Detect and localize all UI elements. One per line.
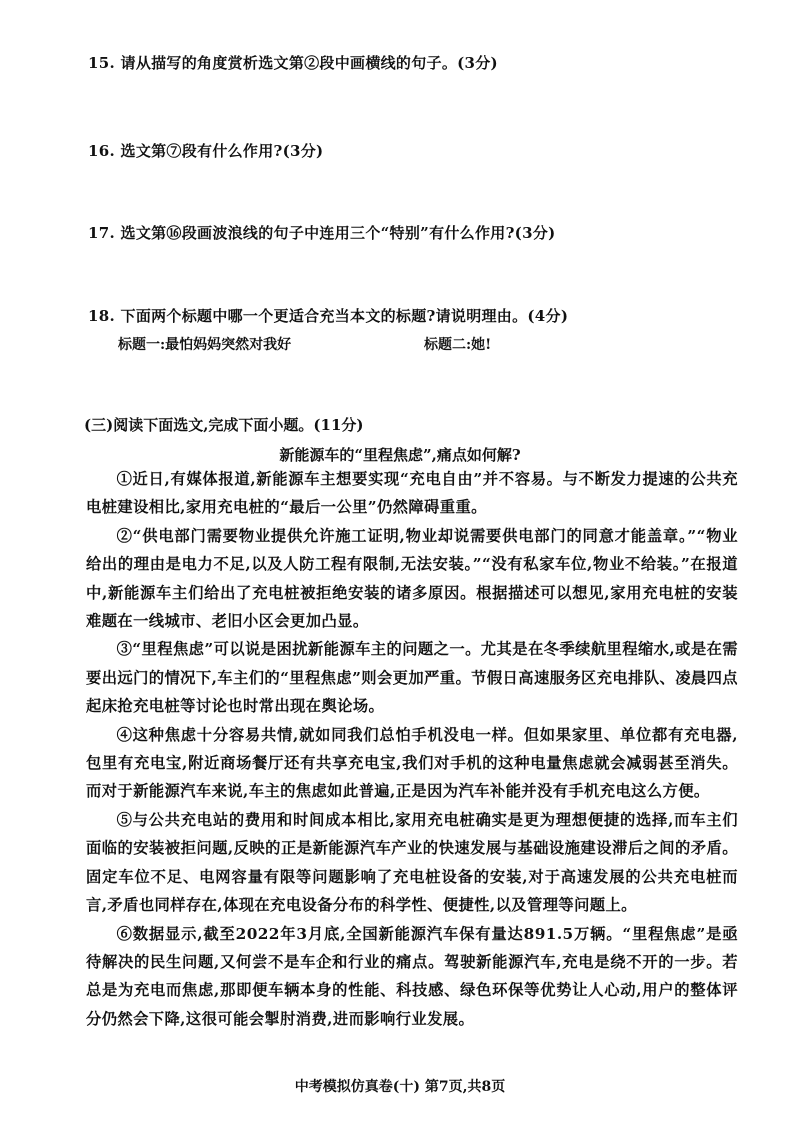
title-option-1: 标题一:最怕妈妈突然对我好: [118, 337, 292, 353]
question-18: 18. 下面两个标题中哪一个更适合充当本文的标题?请说明理由。(4分): [88, 307, 569, 325]
title-option-2: 标题二:她!: [424, 337, 492, 353]
page-footer: 中考模拟仿真卷(十) 第7页,共8页: [294, 1079, 506, 1095]
paragraph-3: ③“里程焦虑”可以说是困扰新能源车主的问题之一。尤其是在冬季续航里程缩水,或是在需要出远门的情况下,车主们的“里程焦虑”则会更加严重。节假日高速服务区充电排队、凌晨四点起床抢充电桩等讨论也时常出现在舆论场。: [86, 640, 739, 716]
article-title: 新能源车的“里程焦虑”,痛点如何解?: [279, 446, 521, 464]
question-15: 15. 请从描写的角度赏析选文第②段中画横线的句子。(3分): [88, 54, 498, 72]
question-16: 16. 选文第⑦段有什么作用?(3分): [88, 142, 324, 160]
paragraph-2: ②“供电部门需要物业提供允许施工证明,物业却说需要供电部门的同意才能盖章。”“物业给出的理由是电力不足,以及人防工程有限制,无法安装。”“没有私家车位,物业不给装。”在报道中,新能源车主们给出了充电桩被拒绝安装的诸多原因。根据描述可以想见,家用充电桩的安装难题在一线城市、老旧小区会更加凸显。: [86, 526, 738, 631]
paragraph-4: ④这种焦虑十分容易共情,就如同我们总怕手机没电一样。但如果家里、单位都有充电器,包里有充电宝,附近商场餐厅还有共享充电宝,我们对手机的这种电量焦虑就会减弱甚至消失。而对于新能源汽车来说,车主的焦虑如此普遍,正是因为汽车补能并没有手机充电这么方便。: [86, 725, 738, 801]
paragraph-6: ⑥数据显示,截至2022年3月底,全国新能源汽车保有量达891.5万辆。“里程焦虑”是亟待解决的民生问题,又何尝不是车企和行业的痛点。驾驶新能源汽车,充电是绕不开的一步。若总是为充电而焦虑,那即便车辆本身的性能、科技感、绿色环保等优势让人心动,用户的整体评分仍然会下降,这很可能会掣肘消费,进而影响行业发展。: [86, 924, 738, 1028]
paragraph-5: ⑤与公共充电站的费用和时间成本相比,家用充电桩确实是更为理想便捷的选择,而车主们面临的安装被拒问题,反映的正是新能源汽车产业的快速发展与基础设施建设滞后之间的矛盾。固定车位不足、电网容量有限等问题影响了充电桩设备的安装,对于高速发展的公共充电桩而言,矛盾也同样存在,体现在充电设备分布的科学性、便捷性,以及管理等问题上。: [86, 810, 738, 915]
question-17: 17. 选文第⑯段画波浪线的句子中连用三个“特别”有什么作用?(3分): [88, 224, 556, 242]
paragraph-1: ①近日,有媒体报道,新能源车主想要实现“充电自由”并不容易。与不断发力提速的公共充电桩建设相比,家用充电桩的“最后一公里”仍然障碍重重。: [86, 470, 738, 517]
section-heading: (三)阅读下面选文,完成下面小题。(11分): [84, 416, 364, 434]
title-options: [118, 334, 618, 354]
article-body: [86, 465, 738, 1033]
